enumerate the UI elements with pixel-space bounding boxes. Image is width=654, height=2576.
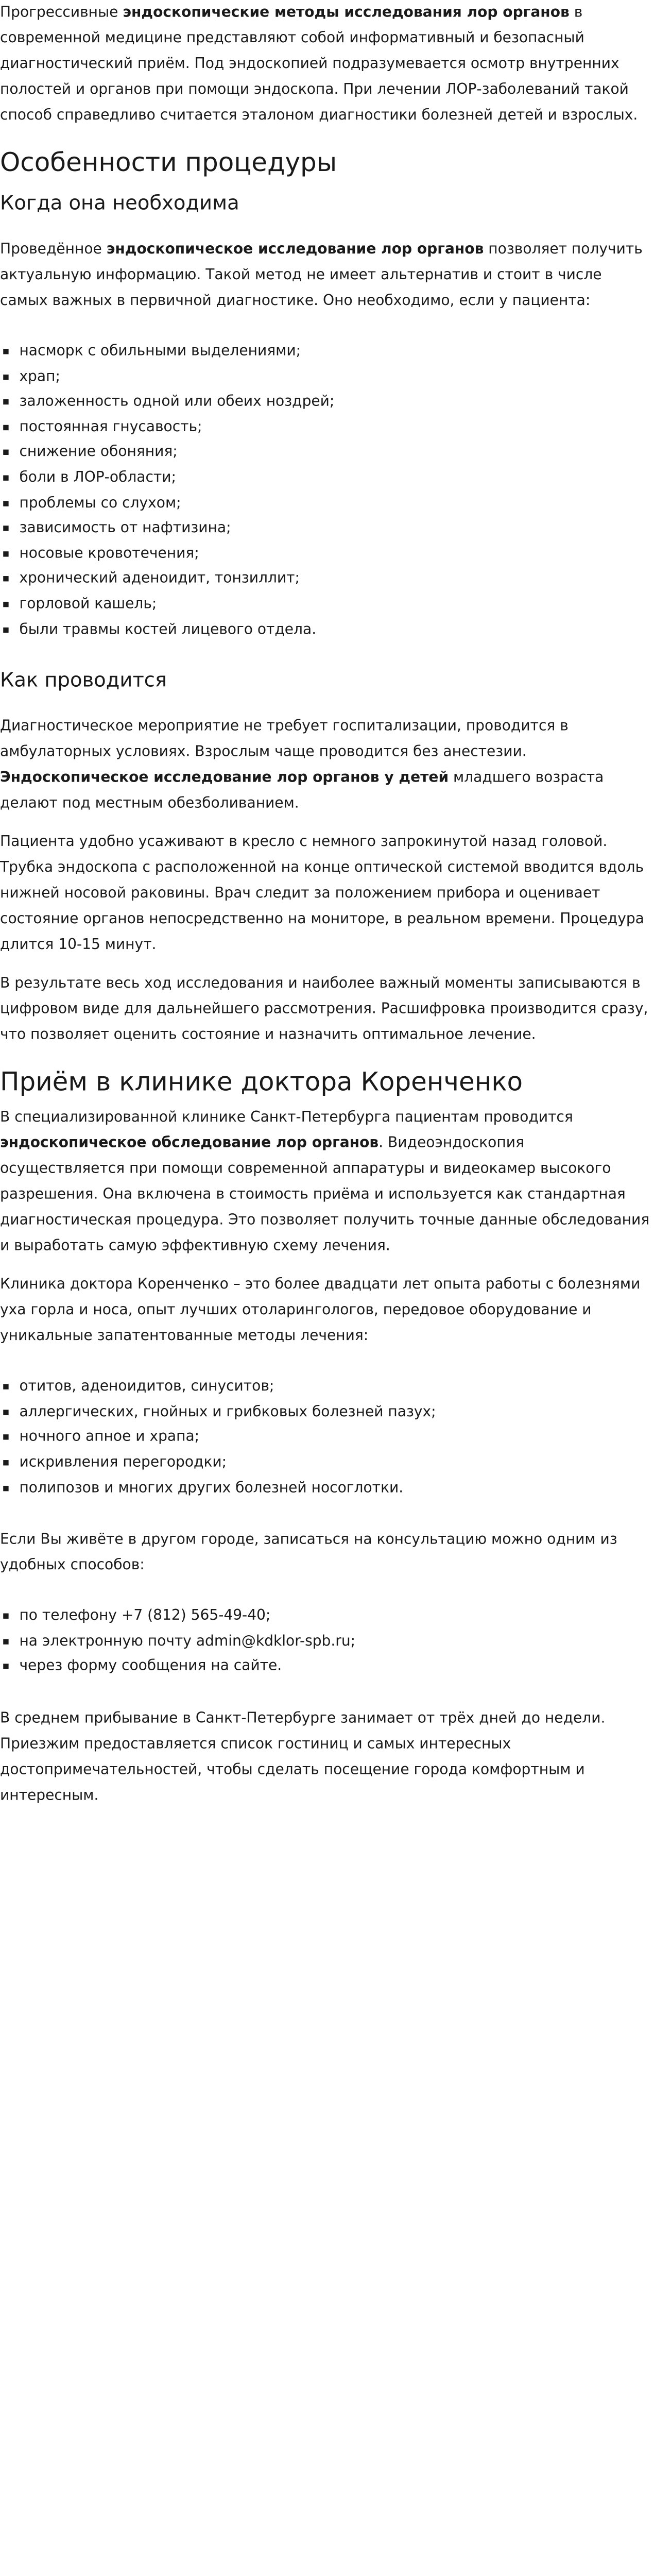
- clinic-keyword: эндоскопическое обследование лор органов: [0, 1134, 379, 1152]
- clinic-paragraph-2: Клиника доктора Коренченко – это более двадцати лет опыта работы с болезнями уха горла и носа, опыт лучших отоларингологов, передовое оборудование и уникальные запатентованные методы лечения:: [0, 1276, 641, 1345]
- list-item: аллергических, гнойных и грибковых болезней пазух;: [0, 1400, 653, 1425]
- contact-form: через форму сообщения на сайте.: [0, 1654, 653, 1680]
- subheading-how-performed: Как проводится: [0, 669, 167, 692]
- stay-info-paragraph: В среднем прибывание в Санкт-Петербурге занимает от трёх дней до недели. Приезжим предоставляется список гостиниц и самых интересных достопримечательностей, чтобы сделать посещение города комфортным и интересным.: [0, 1709, 606, 1804]
- contact-intro-paragraph: Если Вы живёте в другом городе, записаться на консультацию можно одним из удобных способов:: [0, 1531, 617, 1574]
- how-performed-keyword: Эндоскопическое исследование лор органов у детей: [0, 769, 449, 786]
- list-item: искривления перегородки;: [0, 1450, 653, 1476]
- how-performed-paragraph-2: Пациента удобно усаживают в кресло с немного запрокинутой назад головой. Трубка эндоскопа с расположенной на конце оптической системой вводится вдоль нижней носовой раковины. Врач следит за положением прибора и оценивает состояние органов непосредственно на мониторе, в реальном времени. Процедура длится 10-15 минут.: [0, 833, 644, 954]
- when-needed-text-c: позволяет получить актуальную информацию. Такой метод не имеет альтернатив и стоит в числе самых важных в первичной диагностике. Оно необходимо, если у пациента:: [0, 240, 643, 310]
- clinic-paragraph-1: [0, 1105, 653, 1259]
- list-item: насморк с обильными выделениями;: [0, 339, 653, 364]
- contact-email: на электронную почту admin@kdklor-spb.ru;: [0, 1629, 653, 1654]
- list-item: проблемы со слухом;: [0, 491, 653, 516]
- how-performed-paragraph-3: В результате весь ход исследования и наиболее важный моменты записываются в цифровом виде для дальнейшего рассмотрения. Расшифровка производится сразу, что позволяет оценить состояние и назначить оптимальное лечение.: [0, 975, 648, 1044]
- list-item: полипозов и многих других болезней носоглотки.: [0, 1476, 653, 1501]
- list-item: снижение обоняния;: [0, 440, 653, 466]
- intro-keyword: эндоскопические методы исследования лор органов: [123, 4, 570, 21]
- intro-text-a: Прогрессивные: [0, 4, 123, 21]
- list-item: горловой кашель;: [0, 592, 653, 617]
- list-item: заложенность одной или обеих ноздрей;: [0, 390, 653, 415]
- section-heading-clinic: Приём в клинике доктора Коренченко: [0, 1066, 523, 1097]
- when-needed-keyword: эндоскопическое исследование лор органов: [106, 240, 484, 258]
- list-item: хронический аденоидит, тонзиллит;: [0, 567, 653, 592]
- clinic-text-a: В специализированной клинике Санкт-Петербурга пациентам проводится: [0, 1109, 573, 1126]
- symptoms-list: [0, 339, 653, 642]
- list-item: носовые кровотечения;: [0, 541, 653, 567]
- intro-paragraph: [0, 0, 653, 128]
- how-performed-paragraph-1: [0, 714, 653, 817]
- when-needed-text-a: Проведённое: [0, 240, 107, 258]
- section-heading-features: Особенности процедуры: [0, 147, 337, 178]
- contact-methods-list: [0, 1604, 653, 1680]
- when-needed-paragraph: [0, 236, 653, 314]
- how-performed-text-a: Диагностическое мероприятие не требует госпитализации, проводится в амбулаторных условиях. Взрослым чаще проводится без анестезии.: [0, 717, 569, 761]
- treatments-list: [0, 1375, 653, 1501]
- list-item: боли в ЛОР-области;: [0, 466, 653, 491]
- contact-phone: по телефону +7 (812) 565-49-40;: [0, 1604, 653, 1629]
- intro-text-c: в современной медицине представляют собой информативный и безопасный диагностический приём. Под эндоскопией подразумевается осмотр внутренних полостей и органов при помощи эндоскопа. При лечении ЛОР-заболеваний такой способ справедливо считается эталоном диагностики болезней детей и взрослых.: [0, 4, 638, 124]
- list-item: зависимость от нафтизина;: [0, 516, 653, 541]
- clinic-text-c: . Видеоэндоскопия осуществляется при помощи современной аппаратуры и видеокамер высокого разрешения. Она включена в стоимость приёма и используется как стандартная диагностическая процедура. Это позволяет получить точные данные обследования и выработать самую эффективную схему лечения.: [0, 1134, 650, 1255]
- subheading-when-needed: Когда она необходима: [0, 192, 239, 215]
- list-item: отитов, аденоидитов, синуситов;: [0, 1375, 653, 1400]
- how-performed-text-c: младшего возраста делают под местным обезболиванием.: [0, 769, 604, 812]
- list-item: постоянная гнусавость;: [0, 415, 653, 440]
- list-item: были травмы костей лицевого отдела.: [0, 617, 653, 642]
- list-item: ночного апное и храпа;: [0, 1425, 653, 1450]
- list-item: храп;: [0, 364, 653, 389]
